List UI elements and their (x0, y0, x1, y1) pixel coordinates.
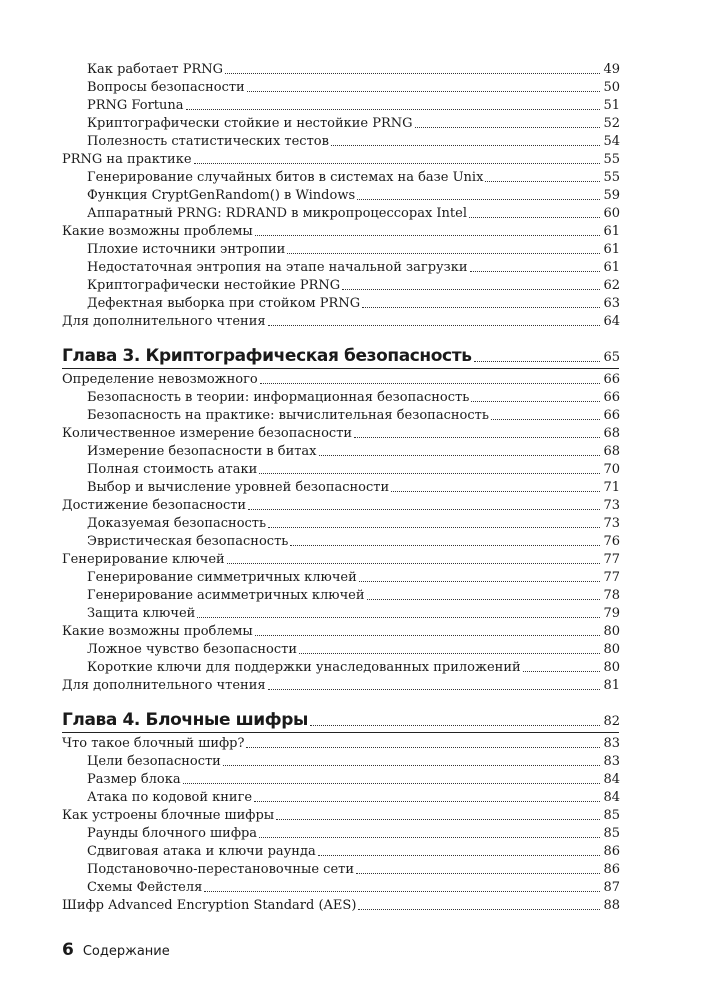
toc-entry (62, 312, 620, 331)
toc-entry-title: Дефектная выборка при стойком PRNG (87, 296, 361, 311)
toc-entry (87, 96, 620, 115)
dot-leader (523, 659, 600, 672)
toc-entry (87, 258, 620, 277)
toc-entry-title: Раунды блочного шифра (87, 826, 258, 841)
toc-entry (87, 388, 620, 407)
dot-leader (471, 389, 600, 402)
dot-leader (247, 79, 600, 92)
toc-entry-title: Аппаратный PRNG: RDRAND в микропроцессорах Intel (87, 206, 467, 221)
toc-entry-title: Генерирование случайных битов в системах на базе Unix (87, 170, 484, 185)
toc-entry-title: Что такое блочный шифр? (62, 736, 245, 751)
toc-entry-page: 59 (603, 188, 620, 203)
dot-leader (318, 843, 600, 856)
toc-entry-page: 61 (603, 224, 620, 239)
toc-entry-title: Определение невозможного (62, 372, 258, 387)
toc-entry (87, 60, 620, 79)
toc-entry-title: Для дополнительного чтения (62, 314, 266, 329)
toc-entry (87, 604, 620, 623)
toc-entry-page: 80 (603, 624, 620, 639)
dot-leader (290, 533, 600, 546)
toc-entry-page: 77 (603, 570, 620, 585)
toc-entry-page: 54 (603, 134, 620, 149)
toc-entry-title: Вопросы безопасности (87, 80, 245, 95)
toc-entry (62, 496, 620, 515)
toc-entry-title: Достижение безопасности (62, 498, 247, 513)
toc-entry-page: 83 (603, 736, 620, 751)
toc-entry-title: Подстановочно-перестановочные сети (87, 862, 355, 877)
toc-entry (62, 622, 620, 641)
toc-entry (62, 806, 620, 825)
toc-entry (87, 478, 620, 497)
toc-entry (87, 640, 620, 659)
toc-entry (62, 550, 620, 569)
toc-entry-title: Глава 4. Блочные шифры (62, 710, 309, 730)
dot-leader (260, 371, 600, 384)
dot-leader (287, 241, 600, 254)
toc-entry-title: Глава 3. Криптографическая безопасность (62, 346, 472, 366)
page-footer (62, 940, 170, 960)
toc-entry-title: Безопасность в теории: информационная безопасность (87, 390, 470, 405)
toc-entry-page: 61 (603, 242, 620, 257)
toc-entry-title: Безопасность на практике: вычислительная безопасность (87, 408, 489, 423)
toc-entry-title: Короткие ключи для поддержки унаследованных приложений (87, 660, 521, 675)
running-header-section: Содержание (82, 944, 170, 959)
toc-entry-page: 51 (603, 98, 620, 113)
dot-leader (194, 151, 600, 164)
toc-entry-page: 84 (603, 772, 620, 787)
toc-entry-title: Генерирование ключей (62, 552, 225, 567)
toc-entry-title: Какие возможны проблемы (62, 224, 253, 239)
toc-entry-title: Криптографически нестойкие PRNG (87, 278, 341, 293)
dot-leader (197, 605, 600, 618)
toc-entry-title: Размер блока (87, 772, 181, 787)
toc-entry-title: Шифр Advanced Encryption Standard (AES) (62, 898, 357, 913)
dot-leader (491, 407, 600, 420)
dot-leader (358, 897, 600, 910)
dot-leader (227, 551, 600, 564)
toc-entry (87, 114, 620, 133)
dot-leader (415, 115, 600, 128)
toc-entry (62, 676, 620, 695)
dot-leader (259, 825, 600, 838)
toc-entry-title: Атака по кодовой книге (87, 790, 253, 805)
toc-entry-page: 86 (603, 844, 620, 859)
toc-entry (87, 276, 620, 295)
dot-leader (255, 223, 600, 236)
dot-leader (255, 623, 600, 636)
toc-entry-page: 63 (603, 296, 620, 311)
toc-entry-page: 49 (603, 62, 620, 77)
dot-leader (276, 807, 600, 820)
toc-entry (62, 896, 620, 915)
dot-leader (469, 205, 600, 218)
toc-entry-page: 66 (603, 372, 620, 387)
toc-entry-page: 82 (603, 714, 620, 729)
toc-entry-title: Для дополнительного чтения (62, 678, 266, 693)
dot-leader (268, 677, 600, 690)
toc-entry-title: PRNG Fortuna (87, 98, 184, 113)
dot-leader (254, 789, 600, 802)
toc-entry-page: 81 (603, 678, 620, 693)
dot-leader (331, 133, 600, 146)
dot-leader (183, 771, 600, 784)
toc-entry-title: Полная стоимость атаки (87, 462, 258, 477)
chapter-rule (62, 732, 619, 733)
toc-entry-title: Эвристическая безопасность (87, 534, 289, 549)
dot-leader (223, 753, 600, 766)
toc-entry-page: 84 (603, 790, 620, 805)
toc-entry-page: 70 (603, 462, 620, 477)
toc-entry-page: 73 (603, 498, 620, 513)
toc-entry-page: 66 (603, 408, 620, 423)
dot-leader (299, 641, 600, 654)
dot-leader (259, 461, 600, 474)
dot-leader (342, 277, 600, 290)
toc-chapter-entry (62, 345, 620, 369)
toc-entry (87, 842, 620, 861)
dot-leader (474, 347, 600, 362)
toc-entry-page: 71 (603, 480, 620, 495)
toc-entry-page: 80 (603, 660, 620, 675)
toc-entry-page: 61 (603, 260, 620, 275)
toc-entry (87, 406, 620, 425)
toc-entry (87, 132, 620, 151)
toc-entry (62, 424, 620, 443)
toc-entry-page: 65 (603, 350, 620, 365)
toc-chapter-entry (62, 709, 620, 733)
toc-entry (87, 658, 620, 677)
toc-entry-title: Как работает PRNG (87, 62, 224, 77)
dot-leader (246, 735, 600, 748)
toc-entry (87, 78, 620, 97)
toc-entry-title: Сдвиговая атака и ключи раунда (87, 844, 316, 859)
toc-entry (87, 788, 620, 807)
toc-entry-page: 66 (603, 390, 620, 405)
toc-entry-page: 73 (603, 516, 620, 531)
toc-entry-page: 62 (603, 278, 620, 293)
toc-entry-page: 55 (603, 152, 620, 167)
toc-entry-title: Криптографически стойкие и нестойкие PRNG (87, 116, 413, 131)
toc-entry (87, 442, 620, 461)
toc-entry-title: Полезность статистических тестов (87, 134, 329, 149)
toc-entry-title: Плохие источники энтропии (87, 242, 286, 257)
toc-entry-page: 50 (603, 80, 620, 95)
toc-entry-page: 85 (603, 808, 620, 823)
dot-leader (470, 259, 600, 272)
dot-leader (391, 479, 600, 492)
toc-entry (62, 222, 620, 241)
chapter-rule (62, 368, 619, 369)
toc-entry-title: Измерение безопасности в битах (87, 444, 317, 459)
toc-entry (62, 370, 620, 389)
dot-leader (359, 569, 600, 582)
dot-leader (357, 187, 600, 200)
toc-entry-title: Генерирование симметричных ключей (87, 570, 357, 585)
toc-entry (87, 568, 620, 587)
toc-entry-page: 88 (603, 898, 620, 913)
toc-entry-title: Ложное чувство безопасности (87, 642, 298, 657)
toc-entry (87, 586, 620, 605)
toc-entry (62, 734, 620, 753)
toc-entry (62, 150, 620, 169)
dot-leader (485, 169, 600, 182)
toc-entry-page: 80 (603, 642, 620, 657)
toc-entry (87, 860, 620, 879)
dot-leader (356, 861, 600, 874)
dot-leader (268, 515, 600, 528)
toc-entry-title: Какие возможны проблемы (62, 624, 253, 639)
toc-entry (87, 752, 620, 771)
toc-entry-page: 64 (603, 314, 620, 329)
toc-entry (87, 168, 620, 187)
toc-entry-title: Цели безопасности (87, 754, 221, 769)
toc-entry (87, 532, 620, 551)
toc-entry-page: 87 (603, 880, 620, 895)
toc-entry (87, 294, 620, 313)
toc-entry-page: 76 (603, 534, 620, 549)
toc-entry-page: 77 (603, 552, 620, 567)
dot-leader (204, 879, 600, 892)
toc-entry-page: 68 (603, 444, 620, 459)
toc-entry-page: 68 (603, 426, 620, 441)
toc-entry-page: 78 (603, 588, 620, 603)
dot-leader (225, 61, 600, 74)
dot-leader (310, 711, 600, 726)
toc-entry-title: Недостаточная энтропия на этапе начальной загрузки (87, 260, 468, 275)
dot-leader (186, 97, 601, 110)
toc-entry-title: PRNG на практике (62, 152, 192, 167)
toc-entry-title: Как устроены блочные шифры (62, 808, 275, 823)
dot-leader (367, 587, 600, 600)
dot-leader (319, 443, 600, 456)
toc-entry (87, 460, 620, 479)
dot-leader (354, 425, 600, 438)
page-number: 6 (62, 940, 74, 960)
toc-entry-page: 85 (603, 826, 620, 841)
toc-entry-title: Количественное измерение безопасности (62, 426, 353, 441)
toc-entry-page: 60 (603, 206, 620, 221)
toc-entry-title: Выбор и вычисление уровней безопасности (87, 480, 390, 495)
dot-leader (248, 497, 600, 510)
toc-entry (87, 770, 620, 789)
toc-entry (87, 878, 620, 897)
toc-entry-page: 52 (603, 116, 620, 131)
toc-entry (87, 240, 620, 259)
toc-entry (87, 514, 620, 533)
toc-entry-page: 79 (603, 606, 620, 621)
toc-entry-title: Функция CryptGenRandom() в Windows (87, 188, 356, 203)
toc-entry (87, 186, 620, 205)
toc-entry-title: Доказуемая безопасность (87, 516, 267, 531)
toc-entry-page: 86 (603, 862, 620, 877)
toc-entry-title: Защита ключей (87, 606, 196, 621)
toc-entry-page: 55 (603, 170, 620, 185)
toc-entry-page: 83 (603, 754, 620, 769)
toc-entry (87, 824, 620, 843)
toc-entry (87, 204, 620, 223)
dot-leader (268, 313, 600, 326)
toc-entry-title: Схемы Фейстеля (87, 880, 203, 895)
dot-leader (362, 295, 600, 308)
toc-entry-title: Генерирование асимметричных ключей (87, 588, 365, 603)
